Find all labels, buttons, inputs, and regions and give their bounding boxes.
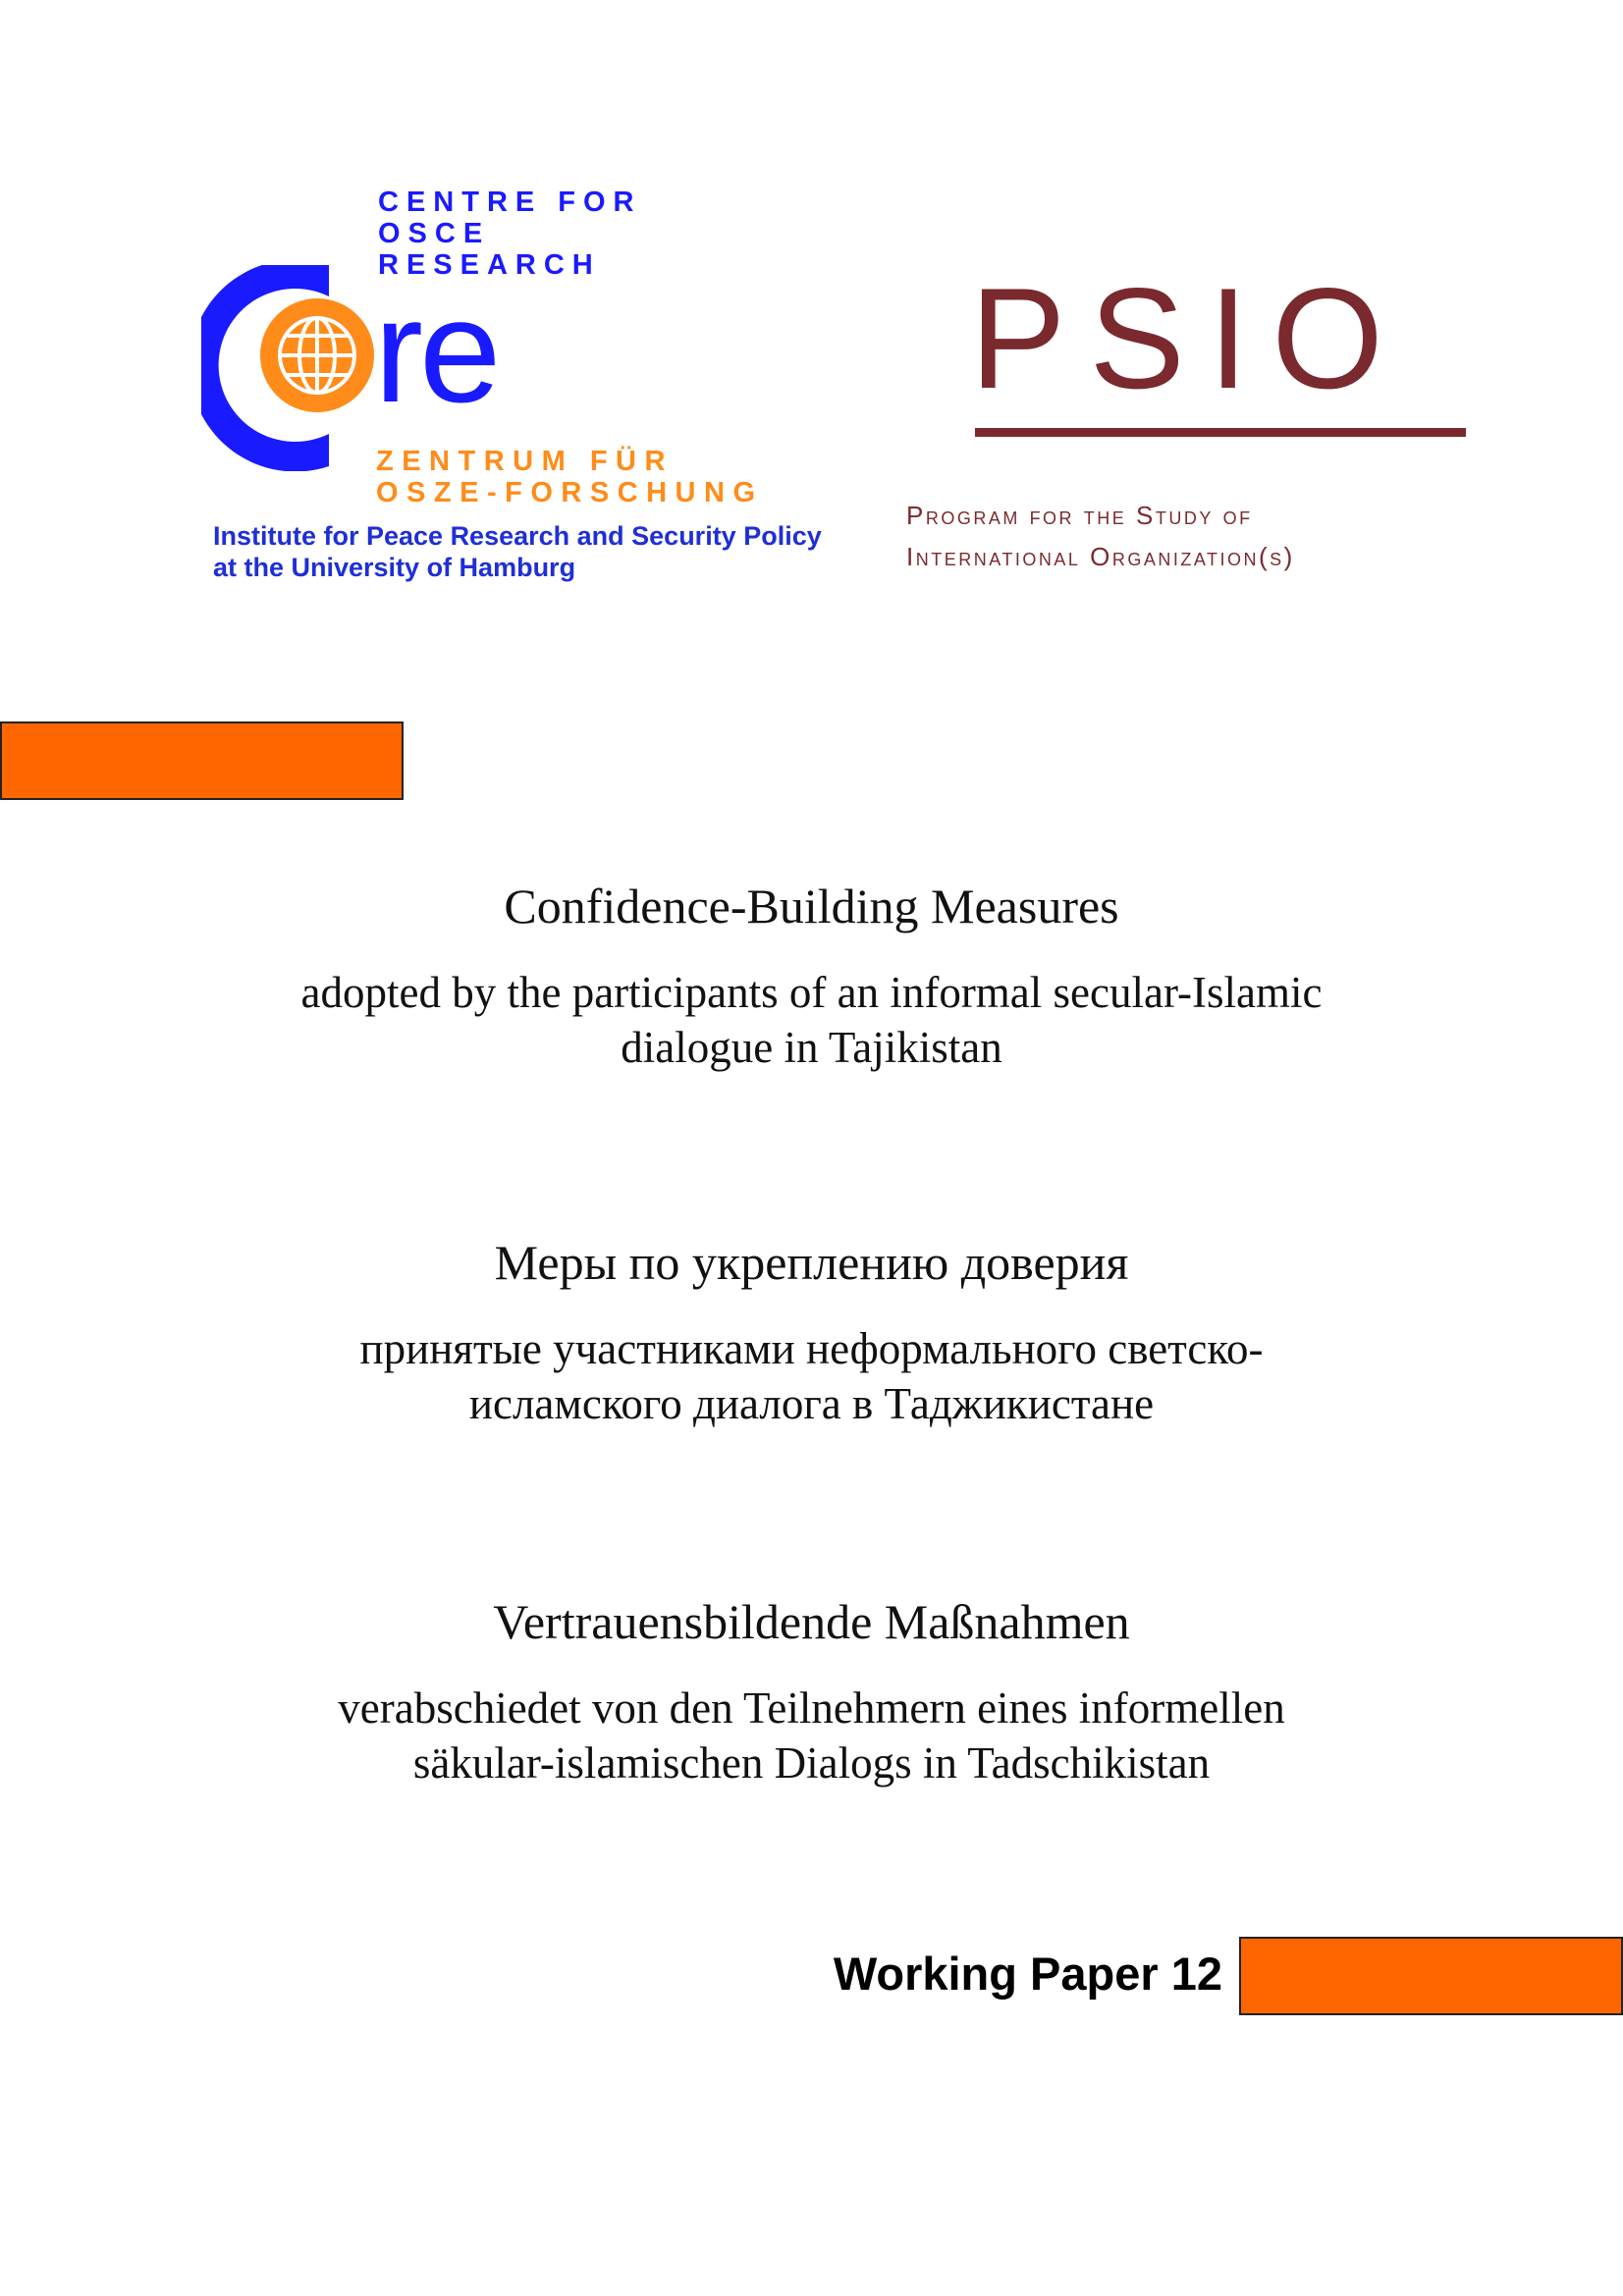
title-english-heading: Confidence-Building Measures — [504, 879, 1119, 934]
core-bottom-line-2: OSZE-FORSCHUNG — [376, 477, 764, 508]
psio-rule — [975, 428, 1466, 437]
title-german-sub-line-1: verabschiedet von den Teilnehmern eines informellen — [338, 1683, 1285, 1733]
title-german-sub-line-2: säkular-islamischen Dialogs in Tadschikistan — [412, 1738, 1211, 1788]
title-russian-sub-line-1: принятые участниками неформального светско- — [359, 1324, 1264, 1373]
core-bottom-line-1: ZENTRUM FÜR — [376, 446, 674, 477]
title-russian-sub-line-2: исламского диалога в Таджикистане — [468, 1379, 1155, 1428]
core-logo-bottom-text — [376, 446, 764, 508]
core-wordmark: re — [374, 268, 498, 433]
psio-sub-line-2: International Organization(s) — [906, 542, 1295, 571]
core-top-line-1: CENTRE FOR — [378, 187, 642, 218]
title-russian-heading: Меры по укреплению доверия — [494, 1235, 1129, 1290]
title-english — [0, 877, 1623, 1075]
title-english-sub-line-2: dialogue in Tajikistan — [621, 1023, 1002, 1072]
psio-sub-line-1: Program for the Study of — [906, 501, 1253, 530]
title-german-heading: Vertrauensbildende Maßnahmen — [493, 1594, 1130, 1649]
core-logo-emblem — [201, 265, 535, 476]
title-russian — [0, 1233, 1623, 1431]
title-german — [0, 1592, 1623, 1790]
orange-accent-bar-bottom — [1239, 1937, 1623, 2015]
psio-subtitle — [906, 495, 1295, 577]
institute-name — [213, 520, 822, 583]
orange-accent-bar-top — [0, 721, 404, 800]
psio-wordmark: PSIO — [970, 258, 1407, 418]
title-english-sub-line-1: adopted by the participants of an informal secular-Islamic — [300, 968, 1323, 1017]
institute-line-2: at the University of Hamburg — [213, 553, 576, 582]
core-top-line-3: RESEARCH — [378, 249, 601, 281]
core-top-line-2: OSCE — [378, 218, 491, 249]
institute-line-1: Institute for Peace Research and Security Policy — [213, 521, 822, 551]
working-paper-label: Working Paper 12 — [833, 1948, 1222, 2000]
